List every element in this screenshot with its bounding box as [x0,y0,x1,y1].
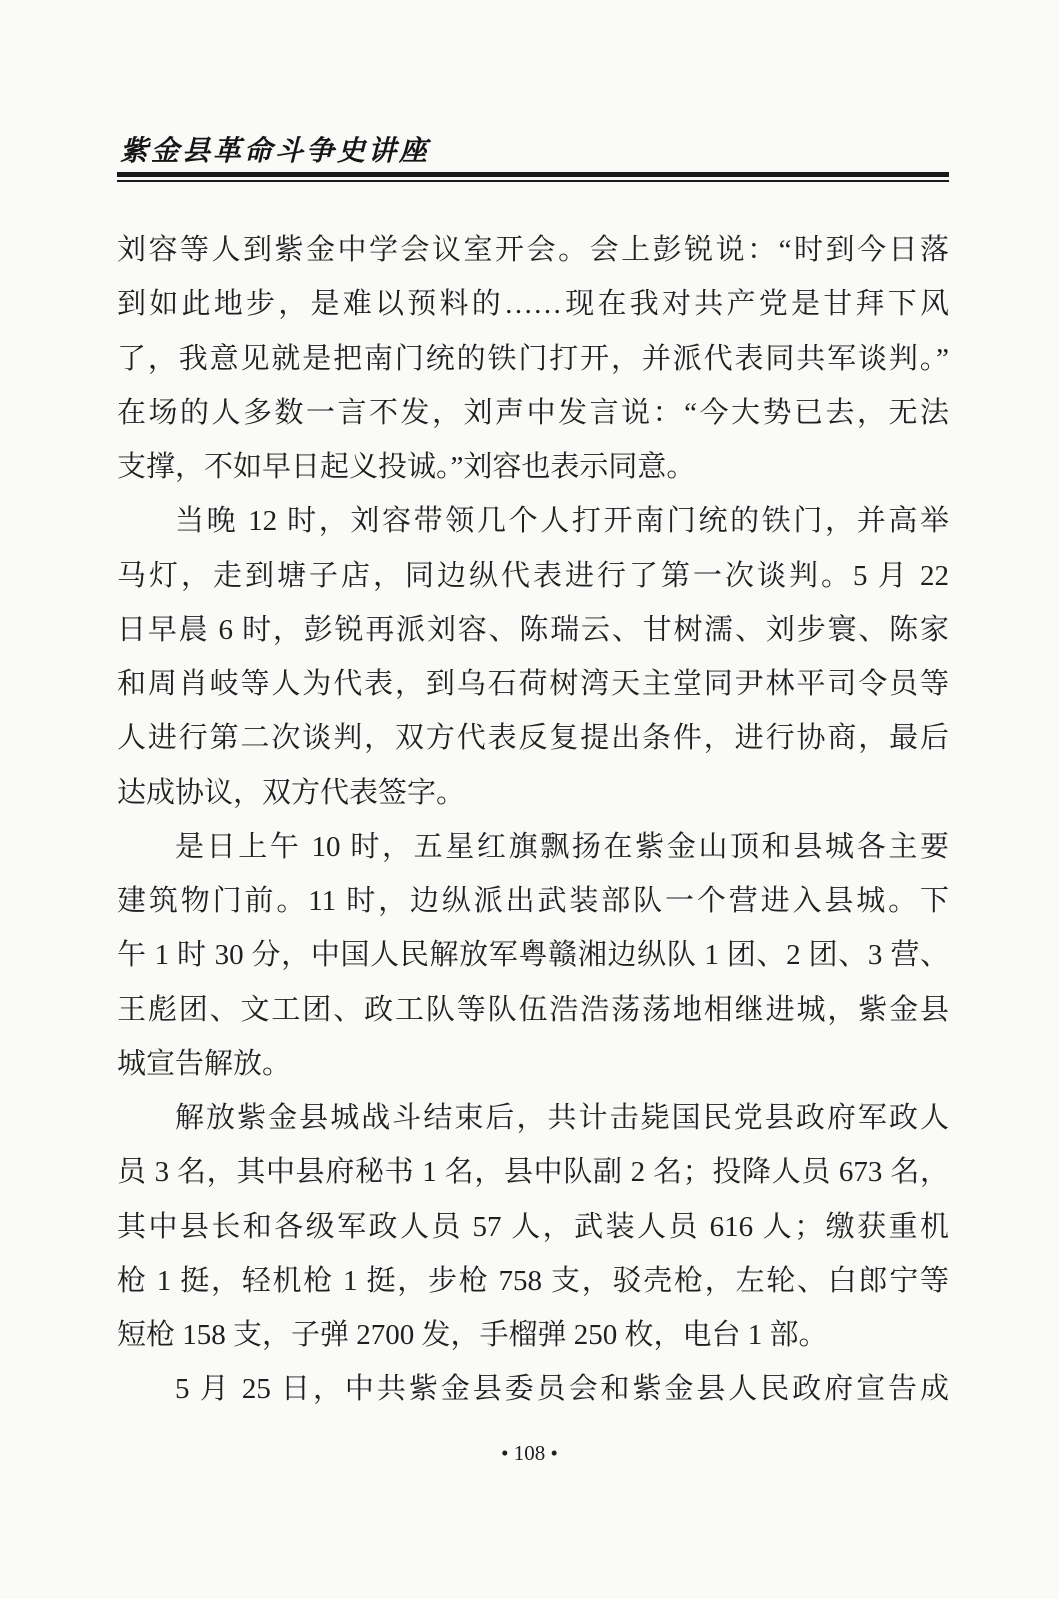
text-line: 在场的人多数一言不发，刘声中发言说：“今大势已去，无法 [117,396,949,429]
header-rule-thin [117,180,949,182]
text-line: 和周肖岐等人为代表，到乌石荷树湾天主堂同尹林平司令员等 [117,668,949,700]
text-line: 人进行第二次谈判，双方代表反复提出条件，进行协商，最后 [117,722,949,755]
text-line: 支撑，不如早日起义投诚。”刘容也表示同意。 [117,451,696,483]
header-rule-thick [117,172,949,177]
text-line: 达成协议，双方代表签字。 [117,776,466,809]
paragraph [117,494,949,820]
text-line: 枪 1 挺，轻机枪 1 挺，步枪 758 支，驳壳枪，左轮、白郎宁等 [117,1264,949,1297]
text-line: 到如此地步，是难以预料的……现在我对共产党是甘拜下风 [117,288,949,321]
paragraph [117,223,949,494]
text-line: 解放紫金县城战斗结束后，共计击毙国民党县政府军政人 [175,1102,949,1134]
text-line: 建筑物门前。11 时，边纵派出武装部队一个营进入县城。下 [117,885,949,917]
text-line: 员 3 名，其中县府秘书 1 名，县中队副 2 名；投降人员 673 名， [117,1156,949,1189]
paragraph [117,1091,949,1362]
page-number: • 108 • [501,1441,558,1465]
text-line: 午 1 时 30 分，中国人民解放军粤赣湘边纵队 1 团、2 团、3 营、 [117,939,949,972]
text-line: 其中县长和各级军政人员 57 人，武装人员 616 人；缴获重机 [117,1210,949,1243]
text-line: 马灯，走到塘子店，同边纵代表进行了第一次谈判。5 月 22 [117,559,949,592]
running-head-title: 紫金县革命斗争史讲座 [120,134,431,167]
text-line: 短枪 158 支，子弹 2700 发，手榴弹 250 枚，电台 1 部。 [117,1319,828,1351]
text-line: 了，我意见就是把南门统的铁门打开，并派代表同共军谈判。” [117,342,949,375]
text-line: 是日上午 10 时，五星红旗飘扬在紫金山顶和县城各主要 [175,830,949,863]
text-line: 日早晨 6 时，彭锐再派刘容、陈瑞云、甘树濡、刘步寰、陈家 [117,613,949,646]
text-line: 刘容等人到紫金中学会议室开会。会上彭锐说：“时到今日落 [117,234,949,266]
paragraph [117,1362,949,1416]
text-line: 王彪团、文工团、政工队等队伍浩浩荡荡地相继进城，紫金县 [117,993,949,1026]
body-text [117,223,949,1417]
paragraph [117,820,949,1091]
text-line: 城宣告解放。 [117,1047,292,1080]
text-line: 5 月 25 日，中共紫金县委员会和紫金县人民政府宣告成 [175,1373,949,1406]
text-line: 当晚 12 时，刘容带领几个人打开南门统的铁门，并高举 [175,505,949,538]
